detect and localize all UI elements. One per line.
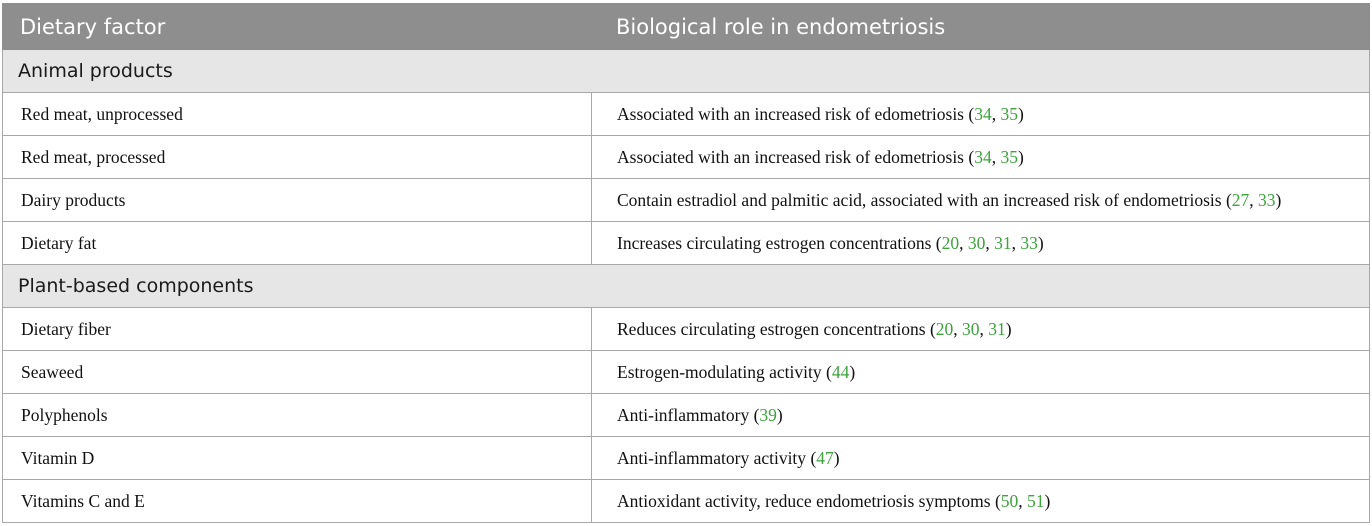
role-text: Increases circulating estrogen concentrations — [617, 232, 932, 253]
dietary-factor-cell: Dairy products — [3, 179, 592, 222]
table-row — [3, 222, 1370, 265]
role-text: Anti-inflammatory activity — [617, 447, 807, 468]
table-row — [3, 437, 1370, 480]
dietary-factor-cell: Dietary fiber — [3, 308, 592, 351]
reference-link[interactable]: 50 — [1000, 490, 1019, 511]
role-text: Reduces circulating estrogen concentrations — [617, 318, 926, 339]
table-row — [3, 351, 1370, 394]
reference-link[interactable]: 51 — [1027, 490, 1045, 511]
reference-link[interactable]: 39 — [759, 404, 777, 425]
reference-link[interactable]: 33 — [1258, 189, 1276, 210]
section-row — [3, 265, 1370, 308]
biological-role-cell: Anti-inflammatory activity (47) — [592, 437, 1370, 480]
section-title: Plant-based components — [3, 265, 1370, 308]
biological-role-cell: Associated with an increased risk of edometriosis (34, 35) — [592, 136, 1370, 179]
table-row — [3, 136, 1370, 179]
role-text: Contain estradiol and palmitic acid, associated with an increased risk of endometriosis — [617, 189, 1222, 210]
dietary-factor-cell: Polyphenols — [3, 394, 592, 437]
reference-link[interactable]: 27 — [1231, 189, 1250, 210]
dietary-factor-cell: Seaweed — [3, 351, 592, 394]
role-text: Associated with an increased risk of edometriosis — [617, 146, 964, 167]
table-row — [3, 93, 1370, 136]
dietary-factor-cell: Dietary fat — [3, 222, 592, 265]
table-header-row — [3, 4, 1370, 50]
reference-link[interactable]: 31 — [994, 232, 1012, 253]
header-dietary-factor: Dietary factor — [3, 4, 592, 50]
biological-role-cell: Associated with an increased risk of edometriosis (34, 35) — [592, 93, 1370, 136]
biological-role-cell: Contain estradiol and palmitic acid, associated with an increased risk of endometriosis (27, 33) — [592, 179, 1370, 222]
biological-role-cell: Anti-inflammatory (39) — [592, 394, 1370, 437]
role-text: Estrogen-modulating activity — [617, 361, 822, 382]
table-row — [3, 480, 1370, 523]
dietary-factor-cell: Vitamin D — [3, 437, 592, 480]
reference-link[interactable]: 35 — [1000, 103, 1018, 124]
role-text: Anti-inflammatory — [617, 404, 750, 425]
reference-link[interactable]: 34 — [974, 103, 992, 124]
biological-role-cell: Increases circulating estrogen concentrations (20, 30, 31, 33) — [592, 222, 1370, 265]
table-body — [3, 50, 1370, 523]
reference-link[interactable]: 20 — [941, 232, 960, 253]
reference-link[interactable]: 34 — [974, 146, 992, 167]
biological-role-cell: Estrogen-modulating activity (44) — [592, 351, 1370, 394]
table-row — [3, 308, 1370, 351]
biological-role-cell: Antioxidant activity, reduce endometriosis symptoms (50, 51) — [592, 480, 1370, 523]
header-biological-role: Biological role in endometriosis — [592, 4, 1370, 50]
reference-link[interactable]: 20 — [935, 318, 954, 339]
role-text: Antioxidant activity, reduce endometriosis symptoms — [617, 490, 991, 511]
reference-link[interactable]: 35 — [1000, 146, 1018, 167]
biological-role-cell: Reduces circulating estrogen concentrations (20, 30, 31) — [592, 308, 1370, 351]
reference-link[interactable]: 30 — [962, 318, 980, 339]
dietary-factor-cell: Red meat, unprocessed — [3, 93, 592, 136]
dietary-factor-cell: Vitamins C and E — [3, 480, 592, 523]
reference-link[interactable]: 31 — [988, 318, 1006, 339]
section-row — [3, 50, 1370, 93]
table-row — [3, 394, 1370, 437]
table-row — [3, 179, 1370, 222]
reference-link[interactable]: 47 — [816, 447, 834, 468]
dietary-factor-cell: Red meat, processed — [3, 136, 592, 179]
section-title: Animal products — [3, 50, 1370, 93]
role-text: Associated with an increased risk of edometriosis — [617, 103, 964, 124]
reference-link[interactable]: 44 — [831, 361, 850, 382]
dietary-factors-table — [2, 3, 1370, 523]
reference-link[interactable]: 33 — [1020, 232, 1038, 253]
reference-link[interactable]: 30 — [967, 232, 986, 253]
